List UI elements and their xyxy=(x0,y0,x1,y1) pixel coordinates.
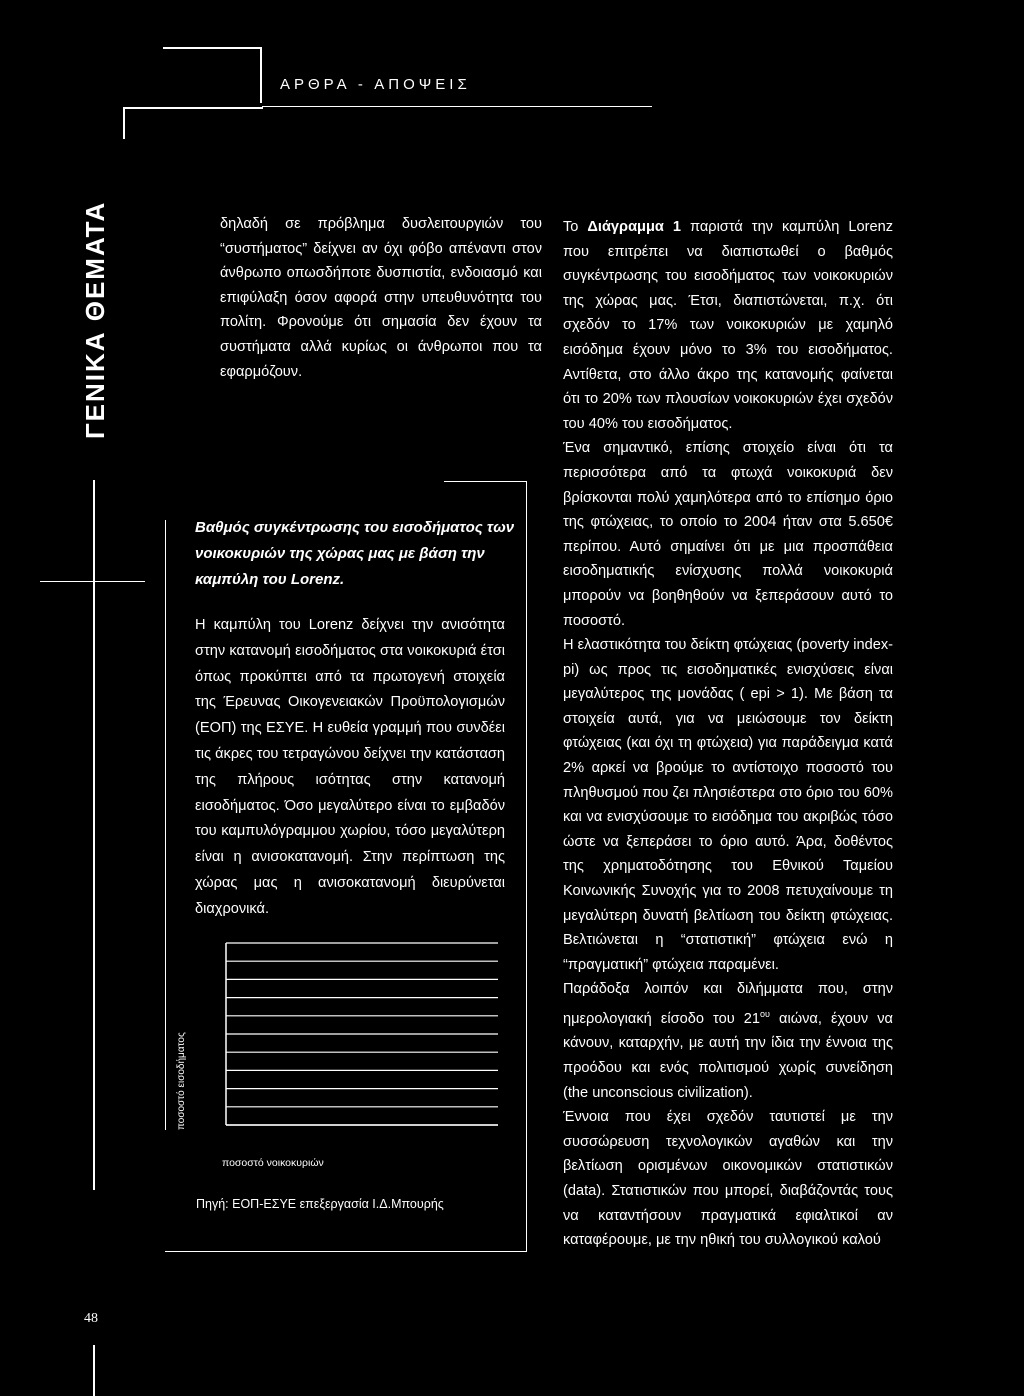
header-frame-lower-top xyxy=(123,107,263,109)
chart-y-axis-label: ποσοστό εισοδήματος xyxy=(176,1032,187,1130)
right-paragraph-5: Έννοια που έχει σχεδόν ταυτιστεί με την συσσώρευση τεχνολογικών αγαθών και την βελτίωση ορισμένων οικονομικών στατιστικών (data). Στατιστικών που μπορεί, διαβάζοντάς τους να καταντήσουν πραγματικά εφιαλτικοί αν καταφέρουμε, με την ηθική του συλλογικού καλού xyxy=(563,1109,893,1249)
side-rule-horizontal xyxy=(40,581,145,582)
right-column xyxy=(563,215,893,1253)
side-rule-lower xyxy=(93,1345,95,1396)
right-paragraph-3: Η ελαστικότητα του δείκτη φτώχειας (poverty index-pi) ως προς τις εισοδηματικές ενισχύσεις είναι μεγαλύτερος της μονάδας ( epi > 1). Με βάση τα στοιχεία αυτά, για να μειώσουμε τον δείκτη φτώχειας (και όχι τη φτώχεια) για παράδειγμα κατά 2% αρκεί να βρούμε το αντίστοιχο ποσοστό του πληθυσμού που ζει πλησιέστερα στο όριο του 60% και να ενισχύσουμε το εισόδημα του ακριβώς τόσο ώστε να ξεπεράσει το όριο αυτό. Άρα, δοθέντος της χρηματοδότησης του Εθνικού Ταμείου Κοινωνικής Συνοχής για το 2008 πετυχαίνουμε τη μεγαλύτερη δυνατή βελτίωση του δείκτη φτώχειας. Βελτιώνεται η “στατιστική” φτώχεια ενώ η “πραγματική” φτώχεια παραμένει. xyxy=(563,637,893,973)
right-paragraph-2: Ένα σημαντικό, επίσης στοιχείο είναι ότι τα περισσότερα από τα φτωχά νοικοκυριά δεν βρίσκονται πολύ χαμηλότερα από το επίσημο όριο της φτώχειας, το οποίο το 2004 ήταν στα 5.650€ περίπου. Αυτό σημαίνει ότι με μια προσπάθεια εισοδηματικής ενίσχυσης πολλά νοικοκυριά μπορούν να βοηθηθούν να ξεπεράσουν αυτό το ποσοστό. xyxy=(563,440,893,629)
right-paragraph-4 xyxy=(563,977,893,1105)
right-paragraph-1 xyxy=(563,215,893,436)
right-p1-rest: παριστά την καμπύλη Lorenz που επιτρέπει να διαπιστωθεί ο βαθμός συγκέντρωσης του εισοδήματος των νοικοκυριών της χώρας μας. Έτσι, διαπιστώνεται, π.χ. ότι σχεδόν το 17% των νοικοκυριών με χαμηλό εισόδημα έχουν μόνο το 3% του εισοδήματος. Αντίθετα, στο άλλο άκρο της κατανομής φαίνεται ότι το 20% των πλουσίων νοικοκυριών έχει σχεδόν του 40% του εισοδήματος. xyxy=(563,219,893,432)
header-rule xyxy=(262,106,652,107)
left-paragraph: δηλαδή σε πρόβλημα δυσλειτουργιών του “συστήματος” δείχνει αν όχι φόβο απέναντι στον άνθρωπο οπωσδήποτε δυσπιστία, ενδοιασμό και επιφύλαξη όσον αφορά στην υπευθυνότητα του πολίτη. Φρονούμε ότι σημασία δεν έχουν τα συστήματα αλλά κυρίως οι άνθρωποι που τα εφαρμόζουν. xyxy=(220,216,542,380)
side-rule-upper xyxy=(93,480,95,1190)
page-number: 48 xyxy=(84,1311,98,1326)
figure-description: Η καμπύλη του Lorenz δείχνει την ανισότητα στην κατανομή εισοδήματος στα νοικοκυριά έτσι όπως προκύπτει από τα πρωτογενή στοιχεία της Έρευνας Οικογενειακών Προϋπολογισμών (ΕΟΠ) της ΕΣΥΕ. Η ευθεία γραμμή που συνδέει τις άκρες του τετραγώνου δείχνει την κατάσταση της πλήρους ισότητας στην κατανομή εισοδήματος. Όσο μεγαλύτερο είναι το εμβαδόν του καμπυλόγραμμου χωρίου, τόσο μεγαλύτερη είναι η ανισοκατανομή. Στην περίπτωση της χώρας μας η ανισοκατανομή διευρύνεται διαχρονικά. xyxy=(195,617,505,917)
section-header-title: ΑΡΘΡΑ - ΑΠΟΨΕΙΣ xyxy=(280,76,471,93)
right-p4-rest: αιώνα, έχουν να κάνουν, καταρχήν, με αυτή την ίδια την έννοια της προόδου και ενός πολιτισμού χωρίς συνείδηση (the unconscious civilization). xyxy=(563,1010,893,1101)
header-frame-vertical xyxy=(260,47,262,103)
figure-source: Πηγή: ΕΟΠ-ΕΣΥΕ επεξεργασία Ι.Δ.Μπουρής xyxy=(196,1197,444,1211)
left-column xyxy=(220,212,542,384)
lorenz-chart xyxy=(222,935,500,1135)
figure-frame-right xyxy=(526,481,527,1251)
header-frame-top xyxy=(163,47,261,49)
right-p4-prefix: Παράδοξα λοιπόν και διλήμματα που, στην ημερολογιακή είσοδο του 21 xyxy=(563,981,893,1027)
diagram-reference: Διάγραμμα 1 xyxy=(587,219,681,235)
right-p4-sup: ου xyxy=(760,1009,770,1019)
figure-frame-left xyxy=(165,520,166,1130)
side-section-label: ΓΕΝΙΚΑ ΘΕΜΑΤΑ xyxy=(80,200,110,440)
figure-frame-bottom xyxy=(165,1251,527,1252)
chart-x-axis-label: ποσοστό νοικοκυριών xyxy=(222,1157,324,1169)
figure-title: Βαθμός συγκέντρωσης του εισοδήματος των νοικοκυριών της χώρας μας με βάση την καμπύλη του Lorenz. xyxy=(195,519,515,588)
figure-frame-top xyxy=(444,481,527,482)
right-p1-prefix: Το xyxy=(563,219,588,235)
header-frame-lower xyxy=(123,107,125,139)
